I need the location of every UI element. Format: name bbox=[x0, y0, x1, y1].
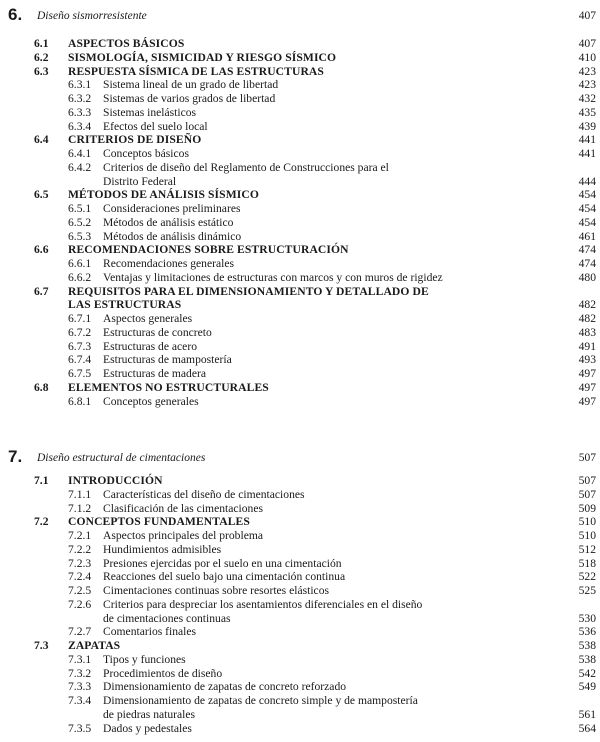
toc-subsection-entry bbox=[0, 653, 600, 667]
entry-number: 6.5.3 bbox=[68, 229, 92, 243]
toc-section-entry bbox=[0, 243, 600, 257]
toc-subsection-entry bbox=[0, 92, 600, 106]
entry-page-number: 538 bbox=[578, 639, 596, 652]
toc-subsection-entry bbox=[0, 598, 600, 612]
entry-title: CONCEPTOS FUNDAMENTALES bbox=[68, 515, 250, 529]
toc-subsection-entry bbox=[0, 625, 600, 639]
toc-subsection-entry bbox=[0, 216, 600, 230]
entry-title: Consideraciones preliminares bbox=[103, 202, 241, 215]
chapter-number: 7. bbox=[8, 447, 23, 466]
entry-page-number: 454 bbox=[578, 202, 596, 215]
entry-page-number: 423 bbox=[578, 64, 596, 78]
entry-number: 7.2.4 bbox=[68, 570, 92, 584]
entry-page-number: 497 bbox=[578, 394, 596, 408]
entry-title: Dimensionamiento de zapatas de concreto simple y de mampostería bbox=[103, 694, 418, 707]
entry-title: CRITERIOS DE DISEÑO bbox=[68, 133, 202, 147]
entry-number: 7.3.3 bbox=[68, 680, 92, 694]
entry-page-number: 538 bbox=[578, 652, 596, 666]
entry-number: 7.1.2 bbox=[68, 501, 92, 515]
entry-page-number: 510 bbox=[578, 529, 596, 542]
entry-title: Criterios de diseño del Reglamento de Construcciones para el bbox=[103, 160, 389, 174]
entry-title: REQUISITOS PARA EL DIMENSIONAMIENTO Y DETALLADO DE bbox=[68, 284, 429, 298]
entry-title: de piedras naturales bbox=[103, 707, 196, 721]
entry-number: 6.2 bbox=[34, 50, 49, 64]
entry-number: 7.3.1 bbox=[68, 652, 92, 666]
entry-page-number: 482 bbox=[578, 312, 596, 325]
entry-title: Hundimientos admisibles bbox=[103, 542, 222, 556]
entry-title: Aspectos principales del problema bbox=[103, 529, 264, 542]
entry-number: 6.7.4 bbox=[68, 353, 92, 367]
toc-subsection-entry bbox=[0, 584, 600, 598]
entry-page-number: 561 bbox=[578, 707, 596, 721]
entry-title: Comentarios finales bbox=[103, 625, 197, 639]
entry-number: 7.3.4 bbox=[68, 694, 92, 707]
toc-subsection-entry bbox=[0, 78, 600, 92]
entry-title: Procedimientos de diseño bbox=[103, 666, 223, 680]
entry-page-number: 454 bbox=[578, 188, 596, 202]
toc-subsection-entry bbox=[0, 708, 600, 722]
toc-subsection-entry bbox=[0, 271, 600, 285]
entry-title: Aspectos generales bbox=[103, 312, 193, 325]
entry-number: 6.3.4 bbox=[68, 119, 92, 133]
chapter-number: 6. bbox=[8, 5, 23, 24]
toc-section-entry bbox=[0, 298, 600, 312]
toc-subsection-entry bbox=[0, 202, 600, 216]
toc-section-entry bbox=[0, 639, 600, 653]
entry-number: 6.4 bbox=[34, 133, 49, 147]
entry-title: Tipos y funciones bbox=[103, 652, 186, 666]
entry-title: Recomendaciones generales bbox=[103, 257, 235, 270]
entry-title: Dimensionamiento de zapatas de concreto reforzado bbox=[103, 680, 347, 694]
entry-number: 7.3.2 bbox=[68, 666, 92, 680]
toc-subsection-entry bbox=[0, 612, 600, 626]
entry-title: Presiones ejercidas por el suelo en una cimentación bbox=[103, 556, 342, 570]
toc-subsection-entry bbox=[0, 106, 600, 120]
entry-number: 7.3 bbox=[34, 639, 49, 652]
entry-page-number: 542 bbox=[578, 666, 596, 680]
entry-title: Estructuras de mampostería bbox=[103, 353, 232, 367]
entry-title: Conceptos básicos bbox=[103, 147, 189, 160]
entry-number: 6.8.1 bbox=[68, 394, 92, 408]
entry-page-number: 441 bbox=[578, 147, 596, 160]
entry-title: Sistema lineal de un grado de libertad bbox=[103, 78, 279, 92]
entry-title: Ventajas y limitaciones de estructuras con marcos y con muros de rigidez bbox=[103, 270, 443, 284]
entry-page-number: 461 bbox=[578, 229, 596, 243]
toc-subsection-entry bbox=[0, 367, 600, 381]
entry-page-number: 410 bbox=[578, 50, 596, 64]
toc-section-entry bbox=[0, 188, 600, 202]
entry-title: ASPECTOS BÁSICOS bbox=[68, 37, 185, 50]
entry-page-number: 444 bbox=[578, 174, 596, 188]
entry-title: INTRODUCCIÓN bbox=[68, 474, 163, 487]
toc-subsection-entry bbox=[0, 395, 600, 409]
entry-number: 7.1 bbox=[34, 474, 49, 487]
entry-number: 7.2.6 bbox=[68, 597, 92, 611]
toc-section-entry bbox=[0, 381, 600, 395]
toc-subsection-entry bbox=[0, 230, 600, 244]
entry-title: Métodos de análisis dinámico bbox=[103, 229, 242, 243]
entry-title: ZAPATAS bbox=[68, 639, 121, 652]
toc-section-entry bbox=[0, 474, 600, 488]
toc-subsection-entry bbox=[0, 175, 600, 189]
entry-number: 6.3 bbox=[34, 64, 49, 78]
entry-page-number: 432 bbox=[578, 92, 596, 105]
toc-section-entry bbox=[0, 515, 600, 529]
toc-subsection-entry bbox=[0, 120, 600, 134]
entry-page-number: 512 bbox=[578, 542, 596, 556]
toc-subsection-entry bbox=[0, 502, 600, 516]
toc-section-entry bbox=[0, 65, 600, 79]
toc-subsection-entry bbox=[0, 694, 600, 708]
entry-title: ELEMENTOS NO ESTRUCTURALES bbox=[68, 380, 269, 394]
toc-subsection-entry bbox=[0, 353, 600, 367]
entry-number: 6.6 bbox=[34, 243, 49, 257]
entry-title: Cimentaciones continuas sobre resortes elásticos bbox=[103, 584, 330, 597]
entry-number: 7.2 bbox=[34, 515, 49, 529]
entry-page-number: 497 bbox=[578, 367, 596, 380]
entry-page-number: 510 bbox=[578, 515, 596, 529]
entry-title: MÉTODOS DE ANÁLISIS SÍSMICO bbox=[68, 188, 259, 202]
entry-number: 6.7.2 bbox=[68, 325, 92, 339]
entry-number: 6.4.1 bbox=[68, 147, 92, 160]
entry-number: 7.2.1 bbox=[68, 529, 92, 542]
entry-page-number: 483 bbox=[578, 325, 596, 339]
toc-subsection-entry bbox=[0, 543, 600, 557]
entry-page-number: 507 bbox=[578, 487, 596, 501]
entry-page-number: 497 bbox=[578, 380, 596, 394]
entry-title: Efectos del suelo local bbox=[103, 119, 208, 133]
chapter-page-number: 407 bbox=[578, 10, 596, 22]
entry-page-number: 474 bbox=[578, 257, 596, 270]
entry-number: 6.5.2 bbox=[68, 215, 92, 229]
chapter-7-entries bbox=[0, 474, 600, 735]
entry-page-number: 536 bbox=[578, 625, 596, 639]
entry-title: RECOMENDACIONES SOBRE ESTRUCTURACIÓN bbox=[68, 243, 349, 257]
toc-subsection-entry bbox=[0, 340, 600, 354]
toc-subsection-entry bbox=[0, 722, 600, 736]
chapter-title: Diseño sismorresistente bbox=[37, 10, 147, 22]
entry-number: 6.7 bbox=[34, 284, 49, 298]
entry-page-number: 564 bbox=[578, 721, 596, 735]
entry-number: 6.3.1 bbox=[68, 78, 92, 92]
toc-subsection-entry bbox=[0, 312, 600, 326]
entry-title: Criterios para despreciar los asentamientos diferenciales en el diseño bbox=[103, 597, 423, 611]
entry-number: 7.3.5 bbox=[68, 721, 92, 735]
toc-subsection-entry bbox=[0, 257, 600, 271]
entry-page-number: 480 bbox=[578, 270, 596, 284]
toc-section-entry bbox=[0, 37, 600, 51]
chapter-title: Diseño estructural de cimentaciones bbox=[37, 452, 206, 464]
entry-number: 7.2.5 bbox=[68, 584, 92, 597]
entry-number: 6.7.5 bbox=[68, 367, 92, 380]
entry-title: Estructuras de acero bbox=[103, 339, 197, 353]
toc-section-entry bbox=[0, 133, 600, 147]
entry-page-number: 525 bbox=[578, 584, 596, 597]
entry-page-number: 518 bbox=[578, 556, 596, 570]
entry-title: Estructuras de concreto bbox=[103, 325, 212, 339]
entry-number: 6.3.2 bbox=[68, 92, 92, 105]
entry-title: LAS ESTRUCTURAS bbox=[68, 298, 182, 312]
chapter-heading bbox=[0, 447, 600, 467]
toc-subsection-entry bbox=[0, 529, 600, 543]
entry-page-number: 474 bbox=[578, 243, 596, 257]
entry-title: Distrito Federal bbox=[103, 174, 177, 188]
entry-page-number: 549 bbox=[578, 680, 596, 694]
toc-section-entry bbox=[0, 285, 600, 299]
entry-page-number: 493 bbox=[578, 353, 596, 367]
entry-number: 6.7.3 bbox=[68, 339, 92, 353]
entry-number: 6.3.3 bbox=[68, 105, 92, 119]
toc-subsection-entry bbox=[0, 488, 600, 502]
entry-page-number: 491 bbox=[578, 339, 596, 353]
entry-page-number: 435 bbox=[578, 105, 596, 119]
entry-number: 6.1 bbox=[34, 37, 49, 50]
toc-subsection-entry bbox=[0, 147, 600, 161]
toc-subsection-entry bbox=[0, 326, 600, 340]
toc-subsection-entry bbox=[0, 667, 600, 681]
entry-title: Sistemas de varios grados de libertad bbox=[103, 92, 276, 105]
entry-number: 6.8 bbox=[34, 380, 49, 394]
entry-number: 6.6.1 bbox=[68, 257, 92, 270]
entry-title: Clasificación de las cimentaciones bbox=[103, 501, 263, 515]
entry-title: Sistemas inelásticos bbox=[103, 105, 197, 119]
entry-page-number: 482 bbox=[578, 298, 596, 312]
entry-title: Características del diseño de cimentaciones bbox=[103, 487, 305, 501]
toc-subsection-entry bbox=[0, 570, 600, 584]
chapter-heading bbox=[0, 5, 600, 25]
entry-title: Dados y pedestales bbox=[103, 721, 192, 735]
entry-page-number: 507 bbox=[578, 474, 596, 487]
entry-title: Estructuras de madera bbox=[103, 367, 207, 380]
entry-title: Métodos de análisis estático bbox=[103, 215, 234, 229]
toc-subsection-entry bbox=[0, 557, 600, 571]
entry-number: 7.1.1 bbox=[68, 487, 92, 501]
entry-number: 7.2.7 bbox=[68, 625, 92, 639]
entry-page-number: 423 bbox=[578, 78, 596, 92]
entry-title: SISMOLOGÍA, SISMICIDAD Y RIESGO SÍSMICO bbox=[68, 50, 337, 64]
entry-page-number: 522 bbox=[578, 570, 596, 584]
entry-number: 6.5.1 bbox=[68, 202, 92, 215]
toc-subsection-entry bbox=[0, 161, 600, 175]
toc-section-entry bbox=[0, 51, 600, 65]
entry-number: 6.5 bbox=[34, 188, 49, 202]
entry-number: 7.2.2 bbox=[68, 542, 92, 556]
entry-number: 6.4.2 bbox=[68, 160, 92, 174]
entry-number: 7.2.3 bbox=[68, 556, 92, 570]
entry-title: de cimentaciones continuas bbox=[103, 611, 231, 625]
entry-title: Conceptos generales bbox=[103, 394, 199, 408]
chapter-page-number: 507 bbox=[578, 452, 596, 464]
entry-page-number: 509 bbox=[578, 501, 596, 515]
entry-number: 6.7.1 bbox=[68, 312, 92, 325]
chapter-6-entries bbox=[0, 37, 600, 408]
toc-subsection-entry bbox=[0, 680, 600, 694]
entry-page-number: 441 bbox=[578, 133, 596, 147]
entry-number: 6.6.2 bbox=[68, 270, 92, 284]
entry-page-number: 407 bbox=[578, 37, 596, 50]
entry-page-number: 530 bbox=[578, 611, 596, 625]
entry-page-number: 454 bbox=[578, 215, 596, 229]
entry-title: Reacciones del suelo bajo una cimentación continua bbox=[103, 570, 346, 584]
entry-title: RESPUESTA SÍSMICA DE LAS ESTRUCTURAS bbox=[68, 64, 324, 78]
entry-page-number: 439 bbox=[578, 119, 596, 133]
